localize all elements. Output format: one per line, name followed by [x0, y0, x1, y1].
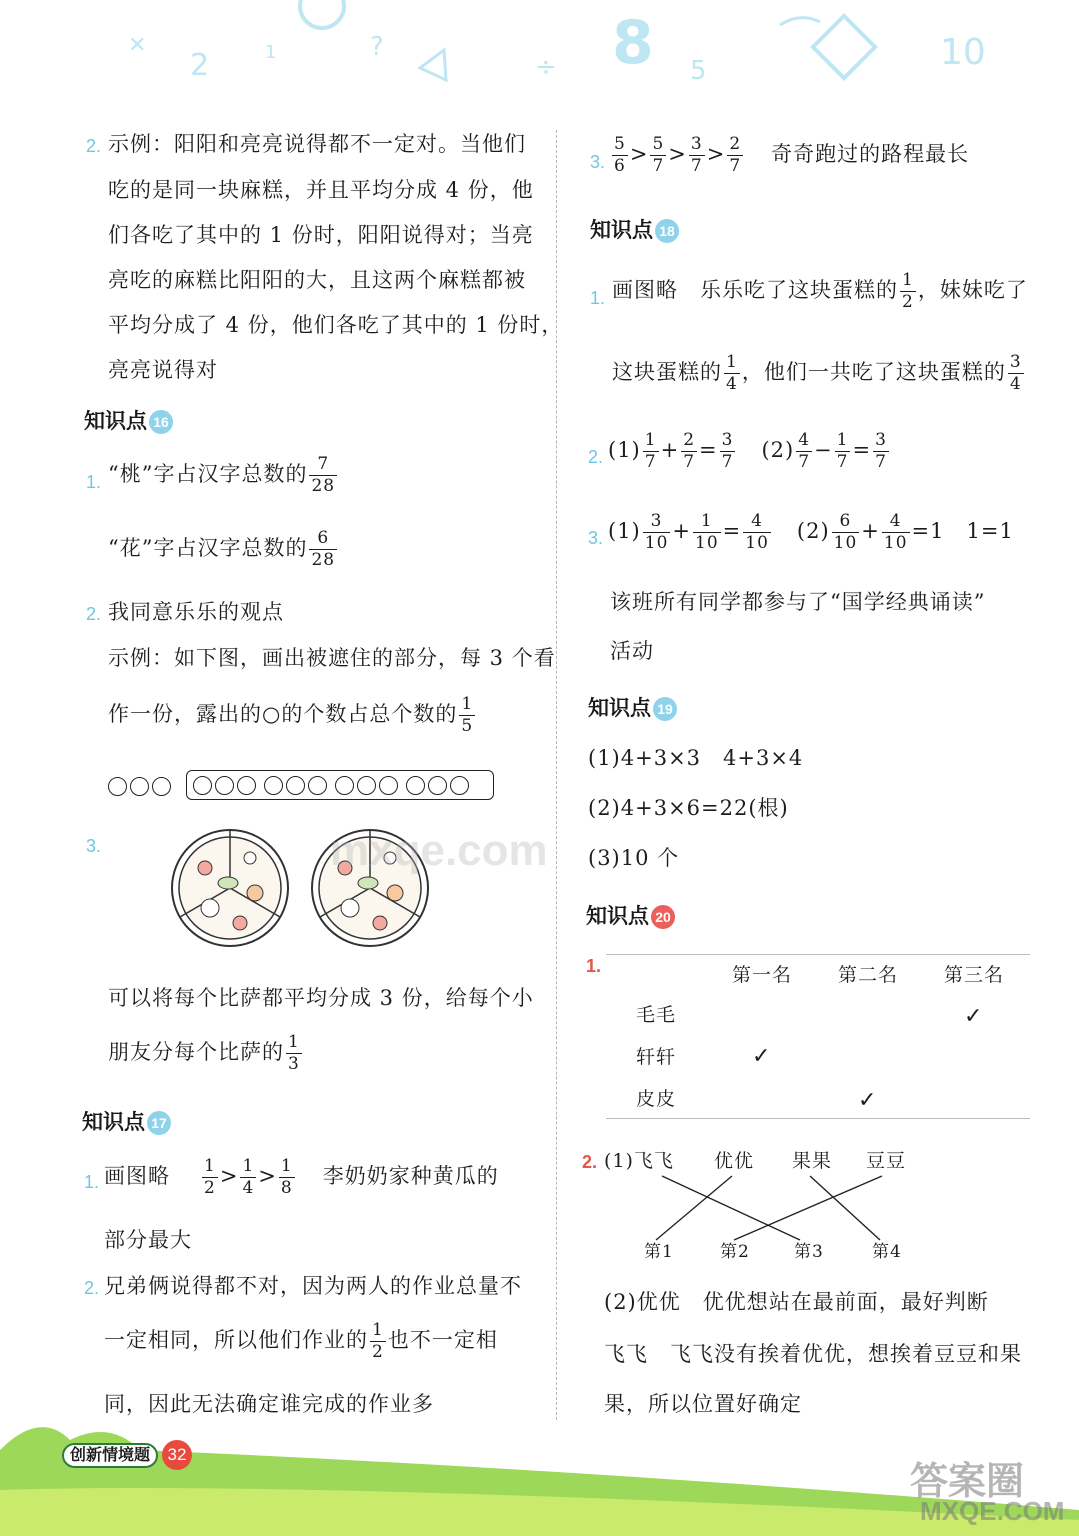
- circle: [286, 776, 305, 795]
- circle: [215, 776, 234, 795]
- text: 画图略: [104, 1164, 170, 1188]
- kp-number: 18: [655, 219, 679, 243]
- part-label: (2): [761, 438, 795, 462]
- fraction: $\frac{3}{4}$: [1009, 352, 1022, 394]
- q2-prev-line-2: 吃的是同一块麻糕，并且平均分成 4 份，他: [108, 178, 534, 202]
- fraction: $\frac{4}{7}$: [798, 430, 811, 472]
- watermark-domain: MXQE.COM: [920, 1496, 1065, 1526]
- circle-box: [186, 770, 494, 800]
- part-label: (2): [796, 519, 830, 543]
- person-label: 优优: [714, 1150, 755, 1172]
- q2-prev-line-1: 示例：阳阳和亮亮说得都不一定对。当他们: [108, 132, 526, 156]
- fraction: $\frac{4}{10}$: [883, 511, 908, 553]
- kp-number: 19: [653, 697, 677, 721]
- fraction: $\frac{1}{4}$: [242, 1156, 255, 1198]
- fraction: $\frac{1}{4}$: [726, 352, 738, 394]
- kp18-q3-line-2: 该班所有同学都参与了“国学经典诵读”: [610, 590, 986, 614]
- fraction: $\frac{5}{7}$: [652, 134, 665, 176]
- ranking-table: [606, 954, 1030, 1120]
- matching-diagram: [604, 1148, 924, 1268]
- fraction: $\frac{2}{7}$: [729, 134, 742, 176]
- page-number: 32: [162, 1440, 192, 1470]
- fraction: $\frac{1}{10}$: [695, 511, 719, 553]
- kp16-q3-line-2: [108, 1034, 304, 1073]
- header-third: 第三名: [944, 964, 1005, 986]
- kp18-q1-line-2: [612, 354, 1026, 393]
- text: “花”字占汉字总数的: [108, 536, 308, 560]
- kp-label: 知识点: [586, 905, 649, 928]
- fraction: $\frac{6}{28}$: [311, 528, 336, 570]
- gt: >: [258, 1164, 277, 1188]
- kp16-q1-line-2: [108, 530, 339, 569]
- circle: [379, 776, 398, 795]
- kp18-q2-line: [608, 432, 891, 471]
- kp16-q2-line-1: 我同意乐乐的观点: [108, 600, 284, 624]
- circle: [108, 777, 127, 796]
- kp-number: 16: [149, 410, 173, 434]
- watermark-logo: 答案圈: [910, 1461, 1025, 1503]
- person-label: 豆豆: [866, 1150, 907, 1172]
- circle: [130, 777, 149, 796]
- footer-label: 创新情境题: [62, 1443, 158, 1468]
- watermark-url: mxqe.com: [330, 826, 548, 875]
- kp18-q3-number: 3.: [588, 528, 604, 548]
- header-second: 第二名: [838, 964, 899, 986]
- circle: [308, 776, 327, 795]
- knowledge-point-16: [84, 405, 173, 435]
- knowledge-point-18: [590, 214, 679, 244]
- fraction: $\frac{5}{6}$: [614, 134, 626, 176]
- part-label: (1): [608, 438, 641, 462]
- kp20-q2-number: 2.: [582, 1152, 598, 1172]
- deco-5: 5: [690, 56, 707, 86]
- fraction: $\frac{3}{7}$: [875, 430, 887, 472]
- fraction: $\frac{1}{2}$: [204, 1156, 216, 1198]
- text: =1 1=1: [911, 519, 1014, 543]
- fraction: $\frac{1}{5}$: [461, 694, 474, 736]
- fraction: $\frac{1}{3}$: [288, 1032, 300, 1074]
- kp17-q1-number: 1.: [84, 1172, 100, 1192]
- circle: [264, 776, 283, 795]
- pizza-1: [172, 830, 288, 946]
- position-label: 第1: [644, 1242, 674, 1262]
- gt: >: [629, 142, 649, 166]
- text: 奇奇跑过的路程最长: [771, 142, 970, 166]
- kp16-q2-line-2: 示例：如下图，画出被遮住的部分，每 3 个看: [108, 646, 556, 670]
- circle: [428, 776, 447, 795]
- kp20-q2-line-1: (2)优优 优优想站在最前面，最好判断: [604, 1290, 989, 1314]
- kp16-q1-line-1: [108, 456, 339, 495]
- part-label: (1): [608, 519, 641, 543]
- kp17-q1-line-1: [104, 1158, 499, 1197]
- knowledge-point-19: [588, 692, 677, 722]
- kp-label: 知识点: [590, 219, 653, 242]
- kp18-q3-line-1: [608, 513, 1014, 552]
- fraction: $\frac{4}{10}$: [745, 511, 769, 553]
- text: 这块蛋糕的: [612, 360, 722, 384]
- kp19-line-1: (1)4+3×3 4+3×4: [588, 746, 804, 770]
- kp18-q1-line-1: [612, 272, 1028, 311]
- kp20-q2-line-2: 飞飞 飞飞没有挨着优优，想挨着豆豆和果: [604, 1342, 1022, 1366]
- deco-2: 2: [190, 48, 210, 83]
- gt: >: [219, 1164, 239, 1188]
- footer-badge: [62, 1440, 192, 1470]
- operator: −: [814, 438, 833, 462]
- kp16-q1-number: 1.: [86, 472, 102, 492]
- kp18-q2-number: 2.: [588, 447, 604, 467]
- kp16-q3-number: 3.: [86, 836, 102, 856]
- equals: =: [722, 519, 742, 543]
- svg-text:?: ?: [370, 32, 384, 62]
- fraction: $\frac{1}{2}$: [372, 1320, 384, 1362]
- kp18-q1-number: 1.: [590, 288, 606, 308]
- operator: +: [660, 438, 680, 462]
- circle: [237, 776, 256, 795]
- fraction: $\frac{7}{28}$: [311, 454, 336, 496]
- kp17-q2-number: 2.: [84, 1278, 100, 1298]
- kp-label: 知识点: [82, 1111, 145, 1134]
- circle-diagram: [108, 776, 174, 796]
- circle: [450, 776, 469, 795]
- operator: +: [861, 519, 880, 543]
- kp20-q1-number: 1.: [586, 956, 602, 976]
- fraction: $\frac{2}{7}$: [683, 430, 696, 472]
- position-label: 第3: [794, 1242, 824, 1262]
- text: 乐乐吃了这块蛋糕的: [700, 278, 898, 302]
- q2-prev-line-5: 平均分成了 4 份，他们各吃了其中的 1 份时，: [108, 313, 564, 337]
- position-label: 第2: [720, 1242, 750, 1262]
- r-q3-line: [610, 136, 969, 175]
- text: “桃”字占汉字总数的: [108, 462, 308, 486]
- kp17-q2-line-1: 兄弟俩说得都不对，因为两人的作业总量不: [104, 1274, 522, 1298]
- text: 画图略: [612, 278, 678, 302]
- circle: [152, 777, 171, 796]
- kp19-line-2: (2)4+3×6=22(根): [588, 796, 789, 820]
- text: ，他们一共吃了这块蛋糕的: [741, 360, 1006, 384]
- r-q3-number: 3.: [590, 152, 606, 172]
- text: 一定相同，所以他们作业的: [104, 1328, 368, 1352]
- deco-1: 1: [265, 42, 277, 63]
- kp-number: 17: [147, 1111, 171, 1135]
- kp20-q2-line-3: 果，所以位置好确定: [604, 1392, 802, 1416]
- circle: [335, 776, 354, 795]
- knowledge-point-20: [586, 900, 675, 930]
- check-mark: ✓: [964, 1004, 984, 1029]
- fraction: $\frac{3}{7}$: [721, 430, 734, 472]
- row-name: 轩轩: [636, 1046, 677, 1068]
- fraction: $\frac{3}{7}$: [690, 134, 703, 176]
- check-mark: ✓: [858, 1088, 878, 1113]
- kp-label: 知识点: [588, 697, 651, 720]
- fraction: $\frac{1}{7}$: [836, 430, 849, 472]
- text: 李奶奶家种黄瓜的: [322, 1164, 499, 1188]
- check-mark: ✓: [752, 1044, 772, 1069]
- text: 作一份，露出的○的个数占总个数的: [108, 702, 458, 726]
- kp16-q2-number: 2.: [86, 604, 102, 624]
- q2-prev-number: 2.: [86, 136, 102, 156]
- kp17-q1-line-2: 部分最大: [104, 1228, 192, 1252]
- row-name: 毛毛: [636, 1004, 677, 1026]
- text: ，妹妹吃了: [917, 278, 1028, 302]
- person-label: 果果: [792, 1150, 833, 1172]
- kp17-q2-line-3: 同，因此无法确定谁完成的作业多: [104, 1392, 434, 1416]
- q2-prev-line-4: 亮吃的麻糕比阳阳的大，且这两个麻糕都被: [108, 268, 526, 292]
- gt: >: [668, 142, 687, 166]
- row-name: 皮皮: [636, 1088, 677, 1110]
- deco-divide: ÷: [535, 52, 557, 82]
- svg-text:✕: ✕: [128, 33, 147, 58]
- kp-number: 20: [651, 905, 675, 929]
- fraction: $\frac{1}{7}$: [644, 430, 657, 472]
- kp-label: 知识点: [84, 410, 147, 433]
- circle: [357, 776, 376, 795]
- position-label: 第4: [872, 1242, 902, 1262]
- gt: >: [706, 142, 726, 166]
- kp16-q3-line-1: 可以将每个比萨都平均分成 3 份，给每个小: [108, 986, 534, 1010]
- text: 朋友分每个比萨的: [108, 1040, 284, 1064]
- circle: [193, 776, 212, 795]
- kp19-line-3: (3)10 个: [588, 846, 680, 870]
- q2-prev-line-3: 们各吃了其中的 1 份时，阳阳说得对；当亮: [108, 223, 534, 247]
- fraction: $\frac{3}{10}$: [644, 511, 669, 553]
- person-label: (1)飞飞: [604, 1150, 674, 1172]
- kp18-q3-line-3: 活动: [610, 639, 654, 663]
- fraction: $\frac{6}{10}$: [833, 511, 858, 553]
- fraction: $\frac{1}{8}$: [280, 1156, 293, 1198]
- deco-8: 8: [612, 8, 654, 78]
- circle: [406, 776, 425, 795]
- equals: =: [852, 438, 872, 462]
- kp17-q2-line-2: [104, 1322, 498, 1361]
- text: 也不一定相: [387, 1328, 498, 1352]
- operator: +: [672, 519, 691, 543]
- header-first: 第一名: [732, 964, 793, 986]
- equals: =: [699, 438, 718, 462]
- q2-prev-line-6: 亮亮说得对: [108, 358, 218, 382]
- fraction: $\frac{1}{2}$: [902, 270, 914, 312]
- deco-10: 10: [940, 32, 986, 73]
- kp16-q2-line-3: [108, 696, 477, 735]
- header-decoration: [0, 0, 1079, 110]
- knowledge-point-17: [82, 1106, 171, 1136]
